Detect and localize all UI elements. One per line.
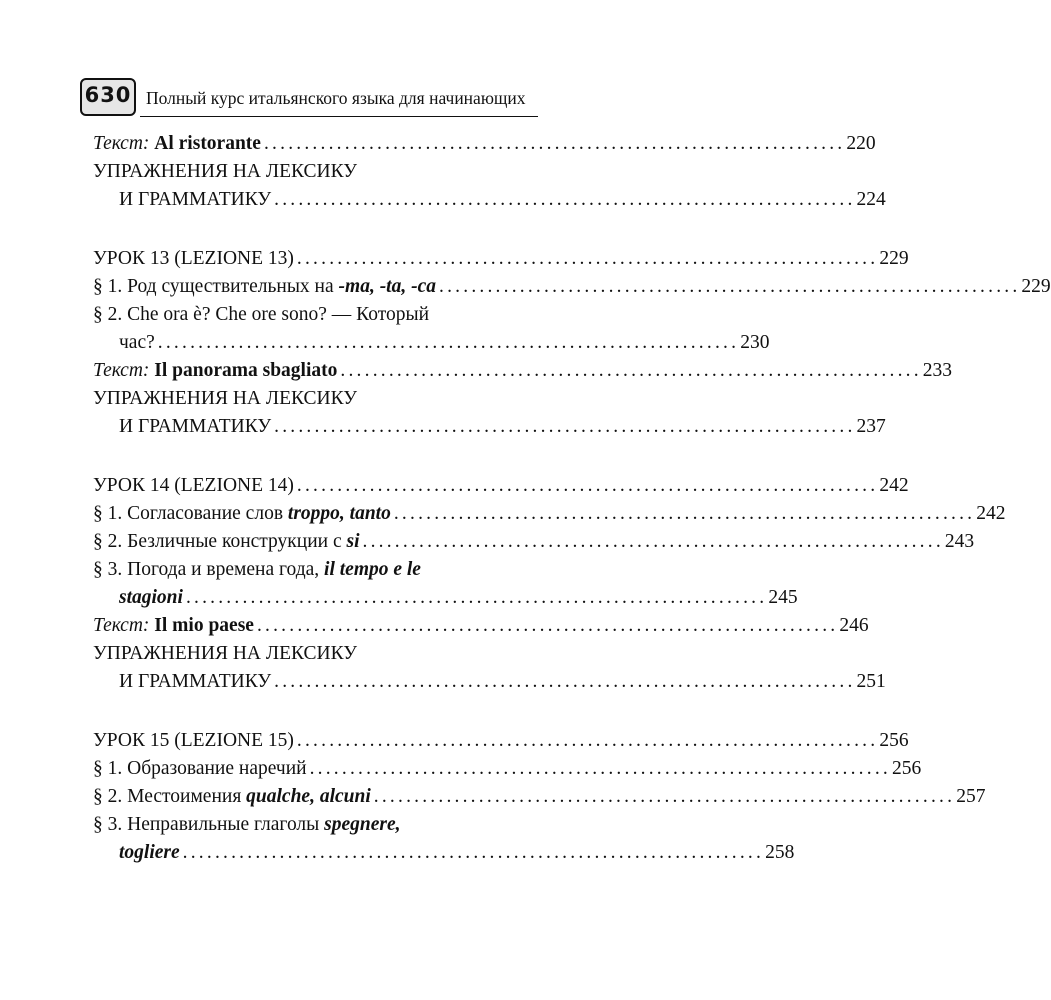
page-number-badge — [80, 78, 136, 116]
toc-entry-text-panorama: Текст: Il panorama sbagliato ........................................................................ 233 — [93, 357, 539, 385]
dot-leader: ........................................................................ — [340, 360, 922, 381]
toc-entry-exercises-2: УПРАЖНЕНИЯ НА ЛЕКСИКУ — [93, 388, 358, 409]
toc-entry-l15-s2: § 2. Местоимения qualche, alcuni ........................................................................ 257 — [93, 783, 539, 811]
toc-entry-l14-s3-cont: stagioni ........................................................................ 245 — [93, 584, 539, 612]
toc-entry-text-ristorante — [93, 130, 876, 158]
dot-leader: ........................................................................ — [263, 133, 846, 154]
toc-entry-exercises-3-cont: И ГРАММАТИКУ ........................................................................ 251 — [93, 668, 539, 696]
dot-leader: ........................................................................ — [393, 503, 976, 524]
table-of-contents — [93, 130, 1051, 867]
page-ref: 233 — [922, 360, 953, 381]
text-title: Al ristorante — [154, 133, 261, 154]
dot-leader: ........................................................................ — [362, 531, 944, 552]
page-ref: 237 — [856, 416, 886, 437]
page-ref: 246 — [839, 615, 869, 636]
page-ref: 258 — [765, 842, 795, 863]
page-ref: 256 — [879, 730, 909, 751]
page-ref: 257 — [956, 786, 986, 807]
toc-entry-text-paese: Текст: Il mio paese ........................................................................ 246 — [93, 612, 539, 640]
dot-leader: ........................................................................ — [439, 276, 1021, 297]
page-ref: 230 — [740, 332, 770, 353]
dot-leader: ........................................................................ — [157, 332, 740, 353]
toc-entry-l14-s1: § 1. Согласование слов troppo, tanto ........................................................................ 242 — [93, 500, 539, 528]
toc-entry-l14-s2: § 2. Безличные конструкции с si ........................................................................ 243 — [93, 528, 539, 556]
toc-entry-l15-s3: § 3. Неправильные глаголы spegnere, — [93, 814, 401, 835]
toc-entry-exercises-2-cont: И ГРАММАТИКУ ........................................................................ 237 — [93, 413, 539, 441]
toc-entry-l15-s3-cont: togliere ........................................................................ 258 — [93, 839, 539, 867]
page-number: 630 — [84, 83, 132, 107]
page-ref: 229 — [879, 248, 909, 269]
dot-leader: ........................................................................ — [373, 786, 956, 807]
dot-leader: ........................................................................ — [296, 248, 879, 269]
dot-leader: ........................................................................ — [296, 475, 879, 496]
running-title: Полный курс итальянского языка для начинающих — [146, 88, 526, 108]
page-ref: 243 — [944, 531, 975, 552]
toc-entry-l14-s3: § 3. Погода и времена года, il tempo e le — [93, 559, 421, 580]
toc-entry-exercises-1-cont: И ГРАММАТИКУ ........................................................................ 224 — [93, 186, 539, 214]
dot-leader: ........................................................................ — [274, 189, 856, 210]
toc-entry-l13-s1: § 1. Род существительных на -ma, -ta, -ca ........................................................................ 229 — [93, 273, 539, 301]
page-ref: 245 — [768, 587, 798, 608]
toc-entry-l15-s1: § 1. Образование наречий ........................................................................ 256 — [93, 755, 539, 783]
page-ref: 242 — [976, 503, 1006, 524]
dot-leader: ........................................................................ — [185, 587, 768, 608]
toc-entry-lesson-14: УРОК 14 (LEZIONE 14) ........................................................................ 242 — [93, 472, 539, 500]
page-ref: 242 — [879, 475, 909, 496]
toc-entry-exercises-3: УПРАЖНЕНИЯ НА ЛЕКСИКУ — [93, 643, 358, 664]
dot-leader: ........................................................................ — [274, 416, 856, 437]
dot-leader: ........................................................................ — [309, 758, 891, 779]
header-rule — [140, 116, 538, 117]
page-ref: 229 — [1021, 276, 1051, 297]
toc-entry-lesson-15: УРОК 15 (LEZIONE 15) ........................................................................ 256 — [93, 727, 539, 755]
page-ref: 220 — [846, 133, 876, 154]
page-ref: 256 — [891, 758, 922, 779]
dot-leader: ........................................................................ — [274, 671, 856, 692]
page-ref: 251 — [856, 671, 886, 692]
toc-entry-lesson-13: УРОК 13 (LEZIONE 13) ........................................................................ 229 — [93, 245, 539, 273]
toc-entry-exercises-1: УПРАЖНЕНИЯ НА ЛЕКСИКУ — [93, 161, 358, 182]
dot-leader: ........................................................................ — [256, 615, 839, 636]
toc-entry-l13-s2-cont: час? ........................................................................ 230 — [93, 329, 539, 357]
text-label: Текст: — [93, 133, 155, 154]
dot-leader: ........................................................................ — [182, 842, 765, 863]
page-ref: 224 — [856, 189, 886, 210]
toc-entry-l13-s2: § 2. Che ora è? Che ore sono? — Который — [93, 304, 430, 325]
dot-leader: ........................................................................ — [296, 730, 879, 751]
